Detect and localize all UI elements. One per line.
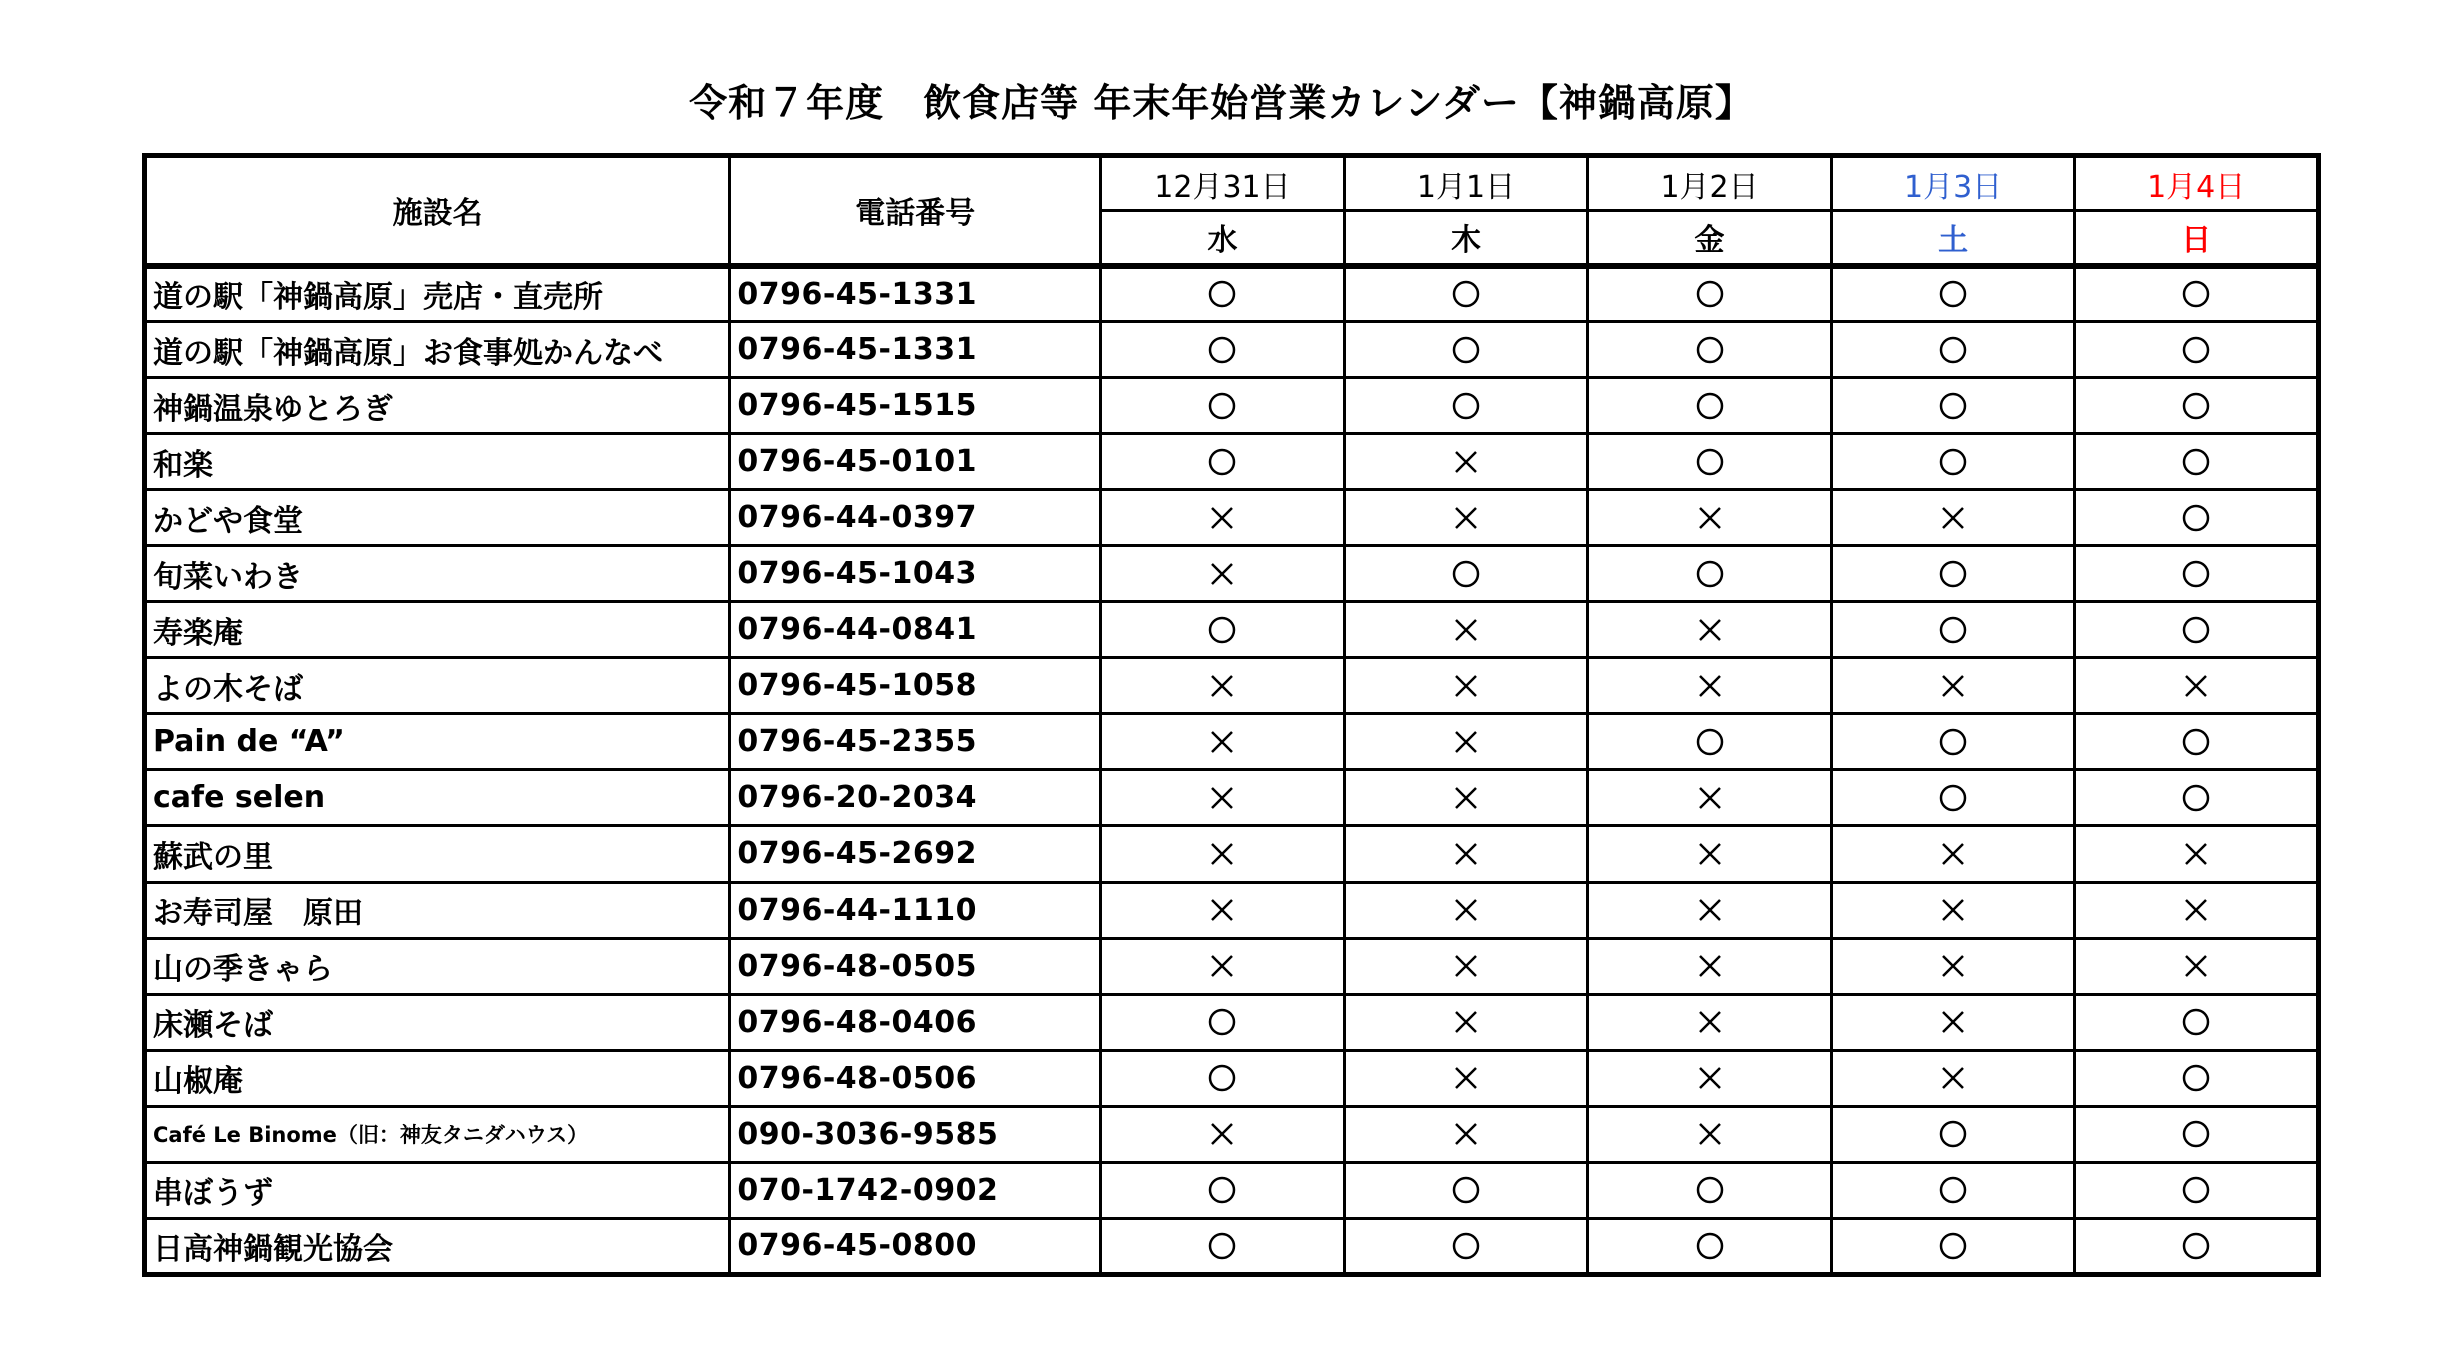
open-mark — [1588, 546, 1832, 602]
open-mark — [1588, 378, 1832, 434]
table-row — [145, 434, 2319, 490]
phone-number: 0796-45-0800 — [730, 1218, 1101, 1274]
closed-mark — [1344, 602, 1588, 658]
closed-mark — [2075, 658, 2319, 714]
circle-icon — [1207, 391, 1237, 421]
closed-mark — [1101, 938, 1345, 994]
facility-name: お寿司屋 原田 — [145, 882, 730, 938]
open-mark — [2075, 322, 2319, 378]
cross-icon — [1208, 728, 1236, 756]
circle-icon — [1451, 279, 1481, 309]
cross-icon — [1939, 1064, 1967, 1092]
open-mark — [2075, 714, 2319, 770]
circle-icon — [2181, 615, 2211, 645]
header-weekday-sun: 日 — [2075, 211, 2319, 266]
cross-icon — [1452, 952, 1480, 980]
open-mark — [2075, 490, 2319, 546]
phone-number: 0796-45-1058 — [730, 658, 1101, 714]
closed-mark — [1344, 882, 1588, 938]
open-mark — [2075, 1050, 2319, 1106]
header-weekday-thu: 木 — [1344, 211, 1588, 266]
closed-mark — [2075, 826, 2319, 882]
circle-icon — [1938, 391, 1968, 421]
circle-icon — [1938, 447, 1968, 477]
closed-mark — [1344, 658, 1588, 714]
facility-name: 道の駅「神鍋高原」売店・直売所 — [145, 266, 730, 322]
header-facility: 施設名 — [145, 156, 730, 266]
circle-icon — [1938, 615, 1968, 645]
circle-icon — [1695, 559, 1725, 589]
circle-icon — [1451, 1175, 1481, 1205]
facility-name: 山の季きゃら — [145, 938, 730, 994]
circle-icon — [1207, 447, 1237, 477]
header-phone: 電話番号 — [730, 156, 1101, 266]
circle-icon — [2181, 1063, 2211, 1093]
cross-icon — [1696, 840, 1724, 868]
table-row — [145, 490, 2319, 546]
cross-icon — [1452, 1008, 1480, 1036]
circle-icon — [1695, 727, 1725, 757]
header-date-jan1: 1月1日 — [1344, 156, 1588, 211]
cross-icon — [1208, 952, 1236, 980]
cross-icon — [1452, 616, 1480, 644]
facility-name: Café Le Binome（旧：神友タニダハウス） — [145, 1106, 730, 1162]
circle-icon — [1451, 335, 1481, 365]
open-mark — [1101, 434, 1345, 490]
table-row — [145, 1106, 2319, 1162]
facility-name: 道の駅「神鍋高原」お食事処かんなべ — [145, 322, 730, 378]
closed-mark — [1344, 994, 1588, 1050]
open-mark — [1101, 322, 1345, 378]
closed-mark — [1831, 1050, 2075, 1106]
phone-number: 0796-48-0406 — [730, 994, 1101, 1050]
cross-icon — [1452, 896, 1480, 924]
circle-icon — [2181, 447, 2211, 477]
open-mark — [1831, 714, 2075, 770]
open-mark — [1831, 434, 2075, 490]
open-mark — [1344, 546, 1588, 602]
open-mark — [1831, 266, 2075, 322]
open-mark — [1344, 378, 1588, 434]
circle-icon — [2181, 1007, 2211, 1037]
open-mark — [1101, 266, 1345, 322]
closed-mark — [1831, 938, 2075, 994]
closed-mark — [1588, 1050, 1832, 1106]
table-row — [145, 1162, 2319, 1218]
phone-number: 0796-45-1331 — [730, 266, 1101, 322]
cross-icon — [1452, 1120, 1480, 1148]
table-row — [145, 266, 2319, 322]
facility-name: よの木そば — [145, 658, 730, 714]
cross-icon — [1939, 840, 1967, 868]
cross-icon — [1939, 1008, 1967, 1036]
closed-mark — [1101, 882, 1345, 938]
open-mark — [2075, 434, 2319, 490]
circle-icon — [1938, 335, 1968, 365]
open-mark — [1101, 1050, 1345, 1106]
closed-mark — [1344, 1106, 1588, 1162]
header-date-jan4: 1月4日 — [2075, 156, 2319, 211]
closed-mark — [2075, 938, 2319, 994]
closed-mark — [1101, 490, 1345, 546]
closed-mark — [1831, 658, 2075, 714]
circle-icon — [1695, 447, 1725, 477]
open-mark — [1344, 1218, 1588, 1274]
facility-name: 床瀬そば — [145, 994, 730, 1050]
circle-icon — [1207, 1007, 1237, 1037]
table-row — [145, 322, 2319, 378]
open-mark — [1831, 1218, 2075, 1274]
closed-mark — [1831, 826, 2075, 882]
facility-name: 寿楽庵 — [145, 602, 730, 658]
open-mark — [2075, 1218, 2319, 1274]
facility-name: かどや食堂 — [145, 490, 730, 546]
cross-icon — [1452, 840, 1480, 868]
circle-icon — [1207, 1063, 1237, 1093]
cross-icon — [1939, 896, 1967, 924]
circle-icon — [1938, 783, 1968, 813]
cross-icon — [1208, 1120, 1236, 1148]
phone-number: 0796-44-0397 — [730, 490, 1101, 546]
circle-icon — [2181, 1231, 2211, 1261]
open-mark — [1831, 602, 2075, 658]
table-row — [145, 602, 2319, 658]
closed-mark — [1101, 658, 1345, 714]
open-mark — [2075, 1106, 2319, 1162]
header-weekday-wed: 水 — [1101, 211, 1345, 266]
circle-icon — [1695, 335, 1725, 365]
open-mark — [1831, 322, 2075, 378]
circle-icon — [1695, 1231, 1725, 1261]
closed-mark — [1344, 770, 1588, 826]
table-row — [145, 770, 2319, 826]
facility-name: 串ぼうず — [145, 1162, 730, 1218]
closed-mark — [1344, 938, 1588, 994]
open-mark — [1831, 546, 2075, 602]
facility-name: 山椒庵 — [145, 1050, 730, 1106]
circle-icon — [1695, 391, 1725, 421]
phone-number: 0796-45-1515 — [730, 378, 1101, 434]
open-mark — [2075, 994, 2319, 1050]
facility-name: 日高神鍋観光協会 — [145, 1218, 730, 1274]
open-mark — [1101, 1162, 1345, 1218]
cross-icon — [1696, 896, 1724, 924]
cross-icon — [1939, 504, 1967, 532]
open-mark — [1101, 994, 1345, 1050]
phone-number: 070-1742-0902 — [730, 1162, 1101, 1218]
closed-mark — [1101, 826, 1345, 882]
cross-icon — [2182, 952, 2210, 980]
table-row — [145, 658, 2319, 714]
phone-number: 0796-45-2692 — [730, 826, 1101, 882]
closed-mark — [1588, 882, 1832, 938]
open-mark — [1831, 378, 2075, 434]
closed-mark — [1588, 490, 1832, 546]
phone-number: 0796-44-1110 — [730, 882, 1101, 938]
closed-mark — [1344, 826, 1588, 882]
table-row — [145, 882, 2319, 938]
circle-icon — [2181, 335, 2211, 365]
cross-icon — [1208, 504, 1236, 532]
closed-mark — [1588, 1106, 1832, 1162]
open-mark — [1101, 378, 1345, 434]
header-row-dates — [145, 156, 2319, 211]
table-body — [145, 266, 2319, 1275]
table-row — [145, 826, 2319, 882]
closed-mark — [1588, 994, 1832, 1050]
cross-icon — [1208, 784, 1236, 812]
cross-icon — [1452, 504, 1480, 532]
phone-number: 0796-48-0506 — [730, 1050, 1101, 1106]
facility-name: 神鍋温泉ゆとろぎ — [145, 378, 730, 434]
closed-mark — [2075, 882, 2319, 938]
phone-number: 0796-20-2034 — [730, 770, 1101, 826]
phone-number: 0796-44-0841 — [730, 602, 1101, 658]
open-mark — [1831, 1106, 2075, 1162]
cross-icon — [2182, 896, 2210, 924]
open-mark — [1831, 1162, 2075, 1218]
circle-icon — [2181, 1119, 2211, 1149]
cross-icon — [1208, 840, 1236, 868]
facility-name: 和楽 — [145, 434, 730, 490]
circle-icon — [2181, 727, 2211, 757]
closed-mark — [1588, 826, 1832, 882]
phone-number: 0796-45-1043 — [730, 546, 1101, 602]
cross-icon — [1208, 560, 1236, 588]
circle-icon — [2181, 559, 2211, 589]
open-mark — [1588, 434, 1832, 490]
open-mark — [1344, 1162, 1588, 1218]
closed-mark — [1344, 434, 1588, 490]
closed-mark — [1588, 658, 1832, 714]
cross-icon — [1939, 672, 1967, 700]
circle-icon — [2181, 279, 2211, 309]
header-weekday-sat: 土 — [1831, 211, 2075, 266]
cross-icon — [1208, 896, 1236, 924]
circle-icon — [2181, 391, 2211, 421]
table-row — [145, 1050, 2319, 1106]
facility-name: cafe selen — [145, 770, 730, 826]
closed-mark — [1831, 490, 2075, 546]
open-mark — [2075, 602, 2319, 658]
open-mark — [1101, 602, 1345, 658]
circle-icon — [2181, 783, 2211, 813]
circle-icon — [1207, 1231, 1237, 1261]
facility-name: 旬菜いわき — [145, 546, 730, 602]
cross-icon — [1452, 784, 1480, 812]
closed-mark — [1101, 1106, 1345, 1162]
open-mark — [2075, 266, 2319, 322]
closed-mark — [1588, 770, 1832, 826]
phone-number: 0796-45-1331 — [730, 322, 1101, 378]
open-mark — [1588, 714, 1832, 770]
table-row — [145, 938, 2319, 994]
phone-number: 0796-45-2355 — [730, 714, 1101, 770]
cross-icon — [1452, 1064, 1480, 1092]
circle-icon — [1207, 335, 1237, 365]
closed-mark — [1344, 1050, 1588, 1106]
open-mark — [2075, 770, 2319, 826]
table-row — [145, 1218, 2319, 1274]
closed-mark — [1344, 714, 1588, 770]
open-mark — [1588, 1162, 1832, 1218]
cross-icon — [1696, 952, 1724, 980]
circle-icon — [1207, 279, 1237, 309]
circle-icon — [1938, 559, 1968, 589]
business-calendar-table — [142, 153, 2321, 1277]
phone-number: 0796-48-0505 — [730, 938, 1101, 994]
open-mark — [2075, 1162, 2319, 1218]
circle-icon — [1207, 1175, 1237, 1205]
open-mark — [1344, 266, 1588, 322]
circle-icon — [1695, 279, 1725, 309]
closed-mark — [1831, 882, 2075, 938]
phone-number: 0796-45-0101 — [730, 434, 1101, 490]
cross-icon — [1452, 672, 1480, 700]
open-mark — [1831, 770, 2075, 826]
cross-icon — [1696, 784, 1724, 812]
facility-name: Pain de “A” — [145, 714, 730, 770]
cross-icon — [1696, 616, 1724, 644]
circle-icon — [1451, 391, 1481, 421]
phone-number: 090-3036-9585 — [730, 1106, 1101, 1162]
header-date-jan3: 1月3日 — [1831, 156, 2075, 211]
circle-icon — [1938, 1175, 1968, 1205]
circle-icon — [1451, 559, 1481, 589]
cross-icon — [2182, 840, 2210, 868]
closed-mark — [1588, 938, 1832, 994]
facility-name: 蘇武の里 — [145, 826, 730, 882]
open-mark — [1588, 1218, 1832, 1274]
header-weekday-fri: 金 — [1588, 211, 1832, 266]
cross-icon — [1696, 1008, 1724, 1036]
table-row — [145, 994, 2319, 1050]
closed-mark — [1831, 994, 2075, 1050]
circle-icon — [1938, 727, 1968, 757]
cross-icon — [1696, 672, 1724, 700]
cross-icon — [1696, 1064, 1724, 1092]
cross-icon — [2182, 672, 2210, 700]
closed-mark — [1101, 770, 1345, 826]
header-date-jan2: 1月2日 — [1588, 156, 1832, 211]
circle-icon — [2181, 503, 2211, 533]
circle-icon — [1207, 615, 1237, 645]
closed-mark — [1101, 546, 1345, 602]
open-mark — [1588, 322, 1832, 378]
circle-icon — [1695, 1175, 1725, 1205]
cross-icon — [1696, 1120, 1724, 1148]
cross-icon — [1696, 504, 1724, 532]
circle-icon — [1451, 1231, 1481, 1261]
page-title: 令和７年度 飲食店等 年末年始営業カレンダー【神鍋高原】 — [689, 81, 1754, 125]
cross-icon — [1939, 952, 1967, 980]
closed-mark — [1101, 714, 1345, 770]
table-row — [145, 714, 2319, 770]
closed-mark — [1344, 490, 1588, 546]
table-row — [145, 546, 2319, 602]
open-mark — [1344, 322, 1588, 378]
circle-icon — [1938, 1119, 1968, 1149]
cross-icon — [1208, 672, 1236, 700]
open-mark — [1588, 266, 1832, 322]
open-mark — [2075, 546, 2319, 602]
cross-icon — [1452, 448, 1480, 476]
table-row — [145, 378, 2319, 434]
open-mark — [2075, 378, 2319, 434]
header-date-dec31: 12月31日 — [1101, 156, 1345, 211]
circle-icon — [2181, 1175, 2211, 1205]
cross-icon — [1452, 728, 1480, 756]
circle-icon — [1938, 1231, 1968, 1261]
circle-icon — [1938, 279, 1968, 309]
closed-mark — [1588, 602, 1832, 658]
open-mark — [1101, 1218, 1345, 1274]
